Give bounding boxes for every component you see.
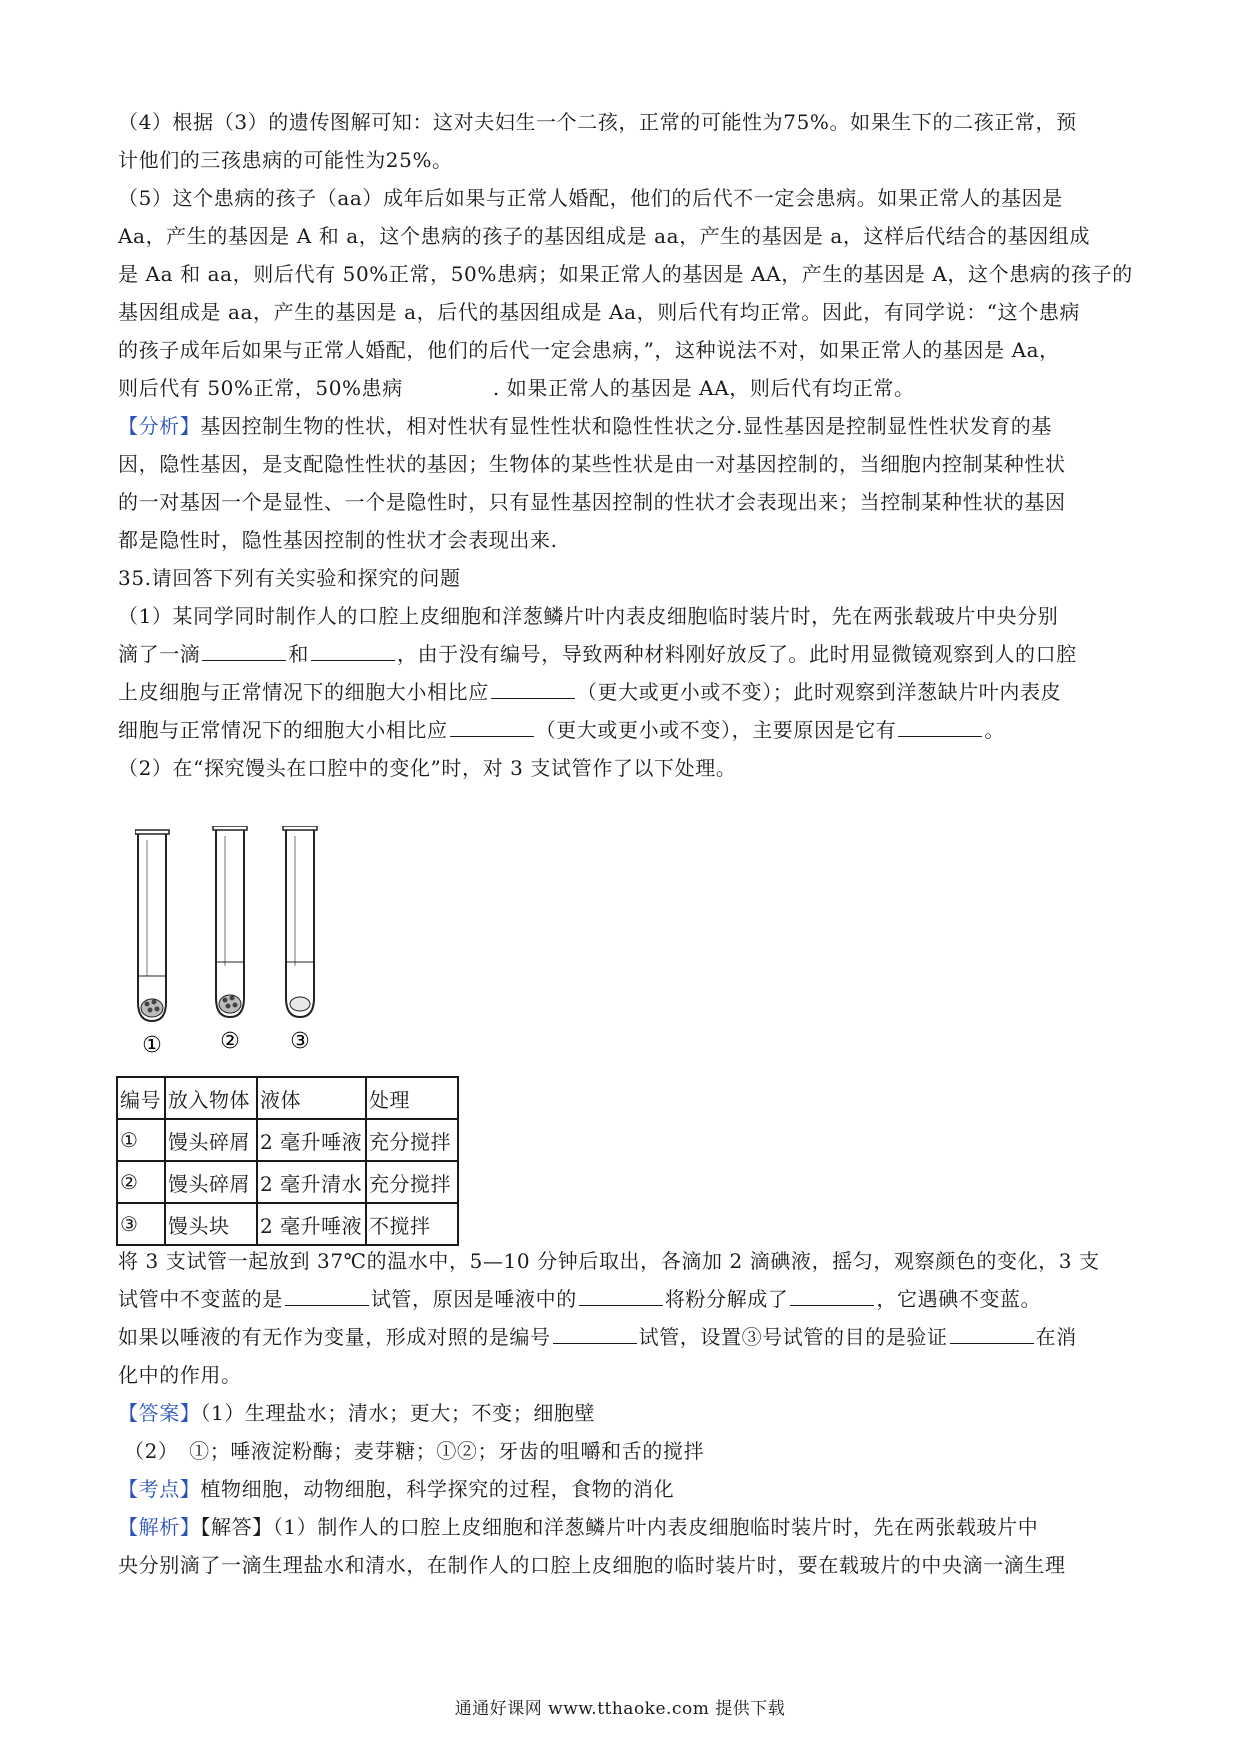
text-fragment: 试管，原因是唾液中的 bbox=[370, 1287, 577, 1311]
paragraph-line: 计他们的三孩患病的可能性为25%。 bbox=[118, 148, 453, 172]
paragraph-line: 基因组成是 aa，产生的基因是 a，后代的基因组成是 Aa，则后代有均正常。因此，有同学说：“这个患病 bbox=[118, 300, 1081, 324]
paragraph-line bbox=[118, 635, 1128, 673]
answer-blank bbox=[491, 680, 575, 699]
paragraph-line: Aa，产生的基因是 A 和 a，这个患病的孩子的基因组成是 aa，产生的基因是 a，这样后代结合的基因组成 bbox=[118, 224, 1091, 248]
knowledge-point-line bbox=[118, 1470, 1128, 1508]
text-fragment: 在消 bbox=[1035, 1325, 1077, 1349]
paragraph-line: 是 Aa 和 aa，则后代有 50%正常，50%患病；如果正常人的基因是 AA，产生的基因是 A，这个患病的孩子的 bbox=[118, 262, 1133, 286]
table-cell: ② bbox=[117, 1161, 165, 1203]
text-fragment: 如果以唾液的有无作为变量，形成对照的是编号 bbox=[118, 1325, 551, 1349]
explanation-line bbox=[118, 1508, 1128, 1546]
analysis-line bbox=[118, 407, 1128, 445]
answer-blank bbox=[898, 718, 982, 737]
table-cell: ③ bbox=[117, 1203, 165, 1245]
text-fragment: 试管中不变蓝的是 bbox=[118, 1287, 283, 1311]
answer-blank bbox=[285, 1287, 369, 1306]
answer-blank bbox=[579, 1287, 663, 1306]
answer-blank bbox=[202, 642, 286, 661]
paragraph-line bbox=[118, 673, 1128, 711]
table-header-row bbox=[117, 1077, 458, 1119]
tube-label: ① bbox=[142, 1033, 162, 1058]
text-fragment: 试管，设置③号试管的目的是验证 bbox=[638, 1325, 948, 1349]
text-fragment: （更大或更小或不变），主要原因是它有 bbox=[535, 718, 897, 742]
text-fragment: （1）生理盐水；清水；更大；不变；细胞壁 bbox=[200, 1401, 596, 1425]
table-row bbox=[117, 1203, 458, 1245]
text-fragment: 细胞与正常情况下的细胞大小相比应 bbox=[118, 718, 448, 742]
paragraph-line bbox=[118, 1280, 1128, 1318]
paragraph-line bbox=[118, 711, 1128, 749]
text-fragment: （更大或更小或不变）；此时观察到洋葱缺片叶内表皮 bbox=[576, 680, 1062, 704]
test-tubes-figure bbox=[135, 826, 365, 1058]
text-fragment: （1）制作人的口腔上皮细胞和洋葱鳞片叶内表皮细胞临时装片时，先在两张载玻片中 bbox=[272, 1515, 1039, 1539]
test-tube-1 bbox=[135, 830, 169, 1021]
test-tube-2 bbox=[213, 826, 247, 1017]
text-fragment: 和 bbox=[288, 642, 310, 666]
table-header: 处理 bbox=[366, 1077, 458, 1119]
table-cell: 馒头碎屑 bbox=[165, 1161, 257, 1203]
tube-label: ② bbox=[220, 1029, 240, 1054]
paragraph-line: 将 3 支试管一起放到 37℃的温水中，5—10 分钟后取出，各滴加 2 滴碘液，摇匀，观察颜色的变化，3 支 bbox=[118, 1249, 1100, 1273]
answer-line bbox=[118, 1394, 1128, 1432]
table-cell: ① bbox=[117, 1119, 165, 1161]
table-cell: 2 毫升唾液 bbox=[257, 1203, 366, 1245]
table-cell: 充分搅拌 bbox=[366, 1119, 458, 1161]
table-cell: 2 毫升唾液 bbox=[257, 1119, 366, 1161]
table-cell: 馒头块 bbox=[165, 1203, 257, 1245]
paragraph-line: 的孩子成年后如果与正常人婚配，他们的后代一定会患病，”，这种说法不对，如果正常人的基因是 Aa， bbox=[118, 338, 1060, 362]
table-cell: 2 毫升清水 bbox=[257, 1161, 366, 1203]
text-fragment: ，它遇碘不变蓝。 bbox=[876, 1287, 1042, 1311]
table-header: 编号 bbox=[117, 1077, 165, 1119]
experiment-table bbox=[116, 1076, 459, 1246]
text-fragment: 则后代有 50%正常，50%患病 bbox=[118, 376, 403, 400]
text-fragment: 基因控制生物的性状，相对性状有显性性状和隐性性状之分.显性基因是控制显性性状发育的基 bbox=[200, 414, 1052, 438]
tube-label: ③ bbox=[290, 1029, 310, 1054]
text-fragment: ，由于没有编号，导致两种材料刚好放反了。此时用显微镜观察到人的口腔 bbox=[397, 642, 1077, 666]
answer-blank bbox=[790, 1287, 874, 1306]
text-fragment: 将粉分解成了 bbox=[664, 1287, 789, 1311]
paragraph-line bbox=[118, 1318, 1128, 1356]
text-fragment: 植物细胞，动物细胞，科学探究的过程，食物的消化 bbox=[200, 1477, 675, 1501]
answer-blank bbox=[311, 642, 395, 661]
paragraph-line: 的一对基因一个是显性、一个是隐性时，只有显性基因控制的性状才会表现出来；当控制某种性状的基因 bbox=[118, 490, 1066, 514]
text-fragment: 。 bbox=[984, 718, 1006, 742]
table-cell: 不搅拌 bbox=[366, 1203, 458, 1245]
paragraph-line bbox=[118, 369, 1128, 407]
answer-blank bbox=[950, 1325, 1034, 1344]
question-title: 35.请回答下列有关实验和探究的问题 bbox=[118, 566, 461, 590]
solution-label: 【解答】 bbox=[200, 1515, 273, 1539]
answer-blank bbox=[450, 718, 534, 737]
test-tube-3 bbox=[283, 826, 317, 1017]
answer-blank bbox=[553, 1325, 637, 1344]
paragraph-line: （4）根据（3）的遗传图解可知：这对夫妇生一个二孩，正常的可能性为75%。如果生下的二孩正常，预 bbox=[118, 110, 1077, 134]
analysis-label: 【分析】 bbox=[118, 414, 201, 438]
page-footer: 通通好课网 www.tthaoke.com 提供下载 bbox=[454, 1699, 786, 1719]
paragraph-line: （2）在“探究馒头在口腔中的变化”时，对 3 支试管作了以下处理。 bbox=[118, 756, 737, 780]
table-row bbox=[117, 1119, 458, 1161]
text-fragment: 上皮细胞与正常情况下的细胞大小相比应 bbox=[118, 680, 489, 704]
table-cell: 充分搅拌 bbox=[366, 1161, 458, 1203]
paragraph-line: （5）这个患病的孩子（aa）成年后如果与正常人婚配，他们的后代不一定会患病。如果正常人的基因是 bbox=[118, 186, 1063, 210]
table-header: 液体 bbox=[257, 1077, 366, 1119]
knowledge-point-label: 【考点】 bbox=[118, 1477, 201, 1501]
answer-label: 【答案】 bbox=[118, 1401, 201, 1425]
paragraph-line: （1）某同学同时制作人的口腔上皮细胞和洋葱鳞片叶内表皮细胞临时装片时，先在两张载玻片中央分别 bbox=[118, 604, 1059, 628]
explanation-label: 【解析】 bbox=[118, 1515, 201, 1539]
text-fragment: . 如果正常人的基因是 AA，则后代有均正常。 bbox=[492, 376, 915, 400]
answer-line: （2） ①；唾液淀粉酶；麦芽糖；①②；牙齿的咀嚼和舌的搅拌 bbox=[124, 1439, 705, 1463]
paragraph-line: 化中的作用。 bbox=[118, 1363, 242, 1387]
table-header: 放入物体 bbox=[165, 1077, 257, 1119]
table-row bbox=[117, 1161, 458, 1203]
paragraph-line: 都是隐性时，隐性基因控制的性状才会表现出来. bbox=[118, 528, 558, 552]
paragraph-line: 因，隐性基因，是支配隐性性状的基因；生物体的某些性状是由一对基因控制的，当细胞内控制某种性状 bbox=[118, 452, 1066, 476]
paragraph-line: 央分别滴了一滴生理盐水和清水，在制作人的口腔上皮细胞的临时装片时，要在载玻片的中央滴一滴生理 bbox=[118, 1553, 1066, 1577]
text-fragment: 滴了一滴 bbox=[118, 642, 201, 666]
table-cell: 馒头碎屑 bbox=[165, 1119, 257, 1161]
